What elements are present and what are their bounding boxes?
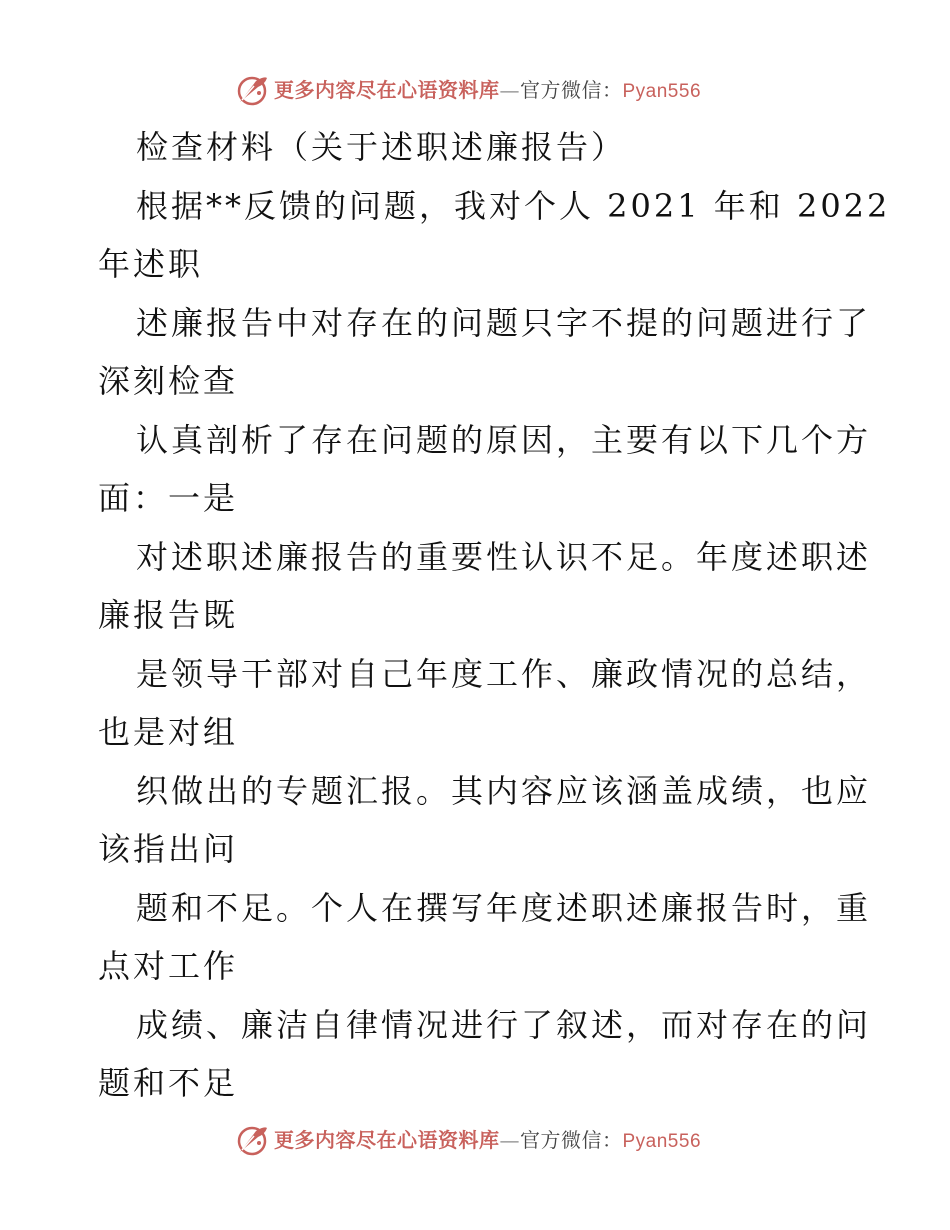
paragraph-line: 面：一是 — [98, 479, 239, 517]
paragraph-line: 织做出的专题汇报。其内容应该涵盖成绩，也应 — [136, 771, 872, 810]
banner-label: 官方微信： — [520, 1128, 623, 1152]
paragraph-line: 廉报告既 — [98, 596, 239, 634]
paragraph-line: 也是对组 — [98, 713, 239, 751]
paragraph-line: 认真剖析了存在问题的原因，主要有以下几个方 — [136, 420, 872, 459]
paragraph-line: 深刻检查 — [98, 362, 239, 400]
banner-separator: — — [499, 1128, 520, 1152]
paragraph-line: 题和不足。个人在撰写年度述职述廉报告时，重 — [136, 888, 872, 927]
paragraph-line: 该指出问 — [98, 830, 239, 868]
paragraph-line: 根据**反馈的问题，我对个人 2021 年和 2022 — [136, 186, 891, 225]
paragraph-line: 题和不足 — [98, 1064, 239, 1102]
paragraph-line: 是领导干部对自己年度工作、廉政情况的总结， — [136, 654, 872, 693]
paragraph-line: 对述职述廉报告的重要性认识不足。年度述职述 — [136, 537, 872, 576]
feather-pen-logo-icon — [234, 72, 270, 108]
footer-banner — [0, 1120, 950, 1160]
banner-text — [274, 1128, 701, 1154]
banner-text — [274, 78, 701, 104]
paragraph-line: 成绩、廉洁自律情况进行了叙述，而对存在的问 — [136, 1005, 872, 1044]
banner-wechat-id: Pyan556 — [622, 1131, 702, 1152]
banner-label: 官方微信： — [520, 78, 623, 102]
feather-pen-logo-icon — [234, 1122, 270, 1158]
document-title: 检查材料（关于述职述廉报告） — [136, 128, 627, 166]
banner-main-text: 更多内容尽在心语资料库 — [274, 78, 500, 102]
banner-wechat-id: Pyan556 — [622, 81, 702, 102]
paragraph-line: 点对工作 — [98, 947, 239, 985]
paragraph-line: 年述职 — [98, 245, 204, 283]
banner-main-text: 更多内容尽在心语资料库 — [274, 1128, 500, 1152]
paragraph-line: 述廉报告中对存在的问题只字不提的问题进行了 — [136, 303, 872, 342]
header-banner — [0, 70, 950, 110]
banner-separator: — — [499, 78, 520, 102]
document-body — [98, 118, 891, 1113]
